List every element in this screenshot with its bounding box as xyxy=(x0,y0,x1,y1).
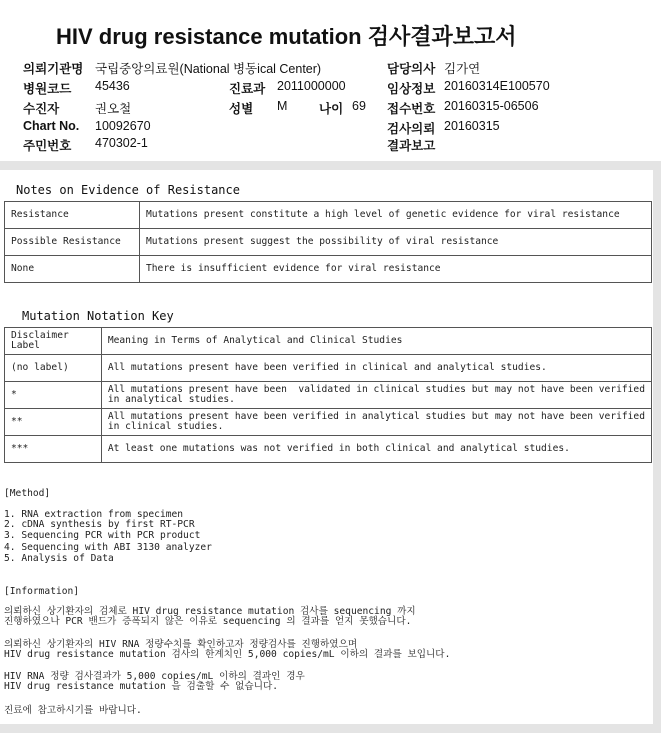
bottom-gutter xyxy=(0,724,661,733)
information-paragraph: 진료에 참고하시기를 바랍니다. xyxy=(4,705,142,716)
method-step: 2. cDNA synthesis by first RT-PCR xyxy=(4,519,195,530)
method-step: 3. Sequencing PCR with PCR product xyxy=(4,530,201,541)
key-header-label: Disclaimer Label xyxy=(5,328,102,355)
receipt-label: 접수번호 xyxy=(387,102,436,116)
table-row xyxy=(5,355,652,382)
table-row xyxy=(5,382,652,409)
doctor-value: 김가연 xyxy=(444,62,481,76)
request-value: 20160315 xyxy=(444,119,500,133)
key-desc-cell: All mutations present have been verified in analytical studies but may not have been verified in clinical studies. xyxy=(101,409,651,436)
report-title: HIV drug resistance mutation 검사결과보고서 xyxy=(56,24,517,49)
institution-value: 국립중앙의료원(National 병동ical Center) xyxy=(95,62,322,76)
table-row xyxy=(5,229,652,256)
patient-label: 수진자 xyxy=(23,102,60,116)
key-label-cell: * xyxy=(5,382,102,409)
patient-value: 권오철 xyxy=(95,102,132,116)
table-row xyxy=(5,409,652,436)
table-header-row xyxy=(5,328,652,355)
method-step: 1. RNA extraction from specimen xyxy=(4,509,184,520)
key-label-cell: ** xyxy=(5,409,102,436)
hospital-code-label: 병원코드 xyxy=(23,82,72,96)
key-header-desc: Meaning in Terms of Analytical and Clinical Studies xyxy=(101,328,651,355)
section-divider xyxy=(0,161,661,170)
department-label: 진료과 xyxy=(229,82,266,96)
right-gutter xyxy=(653,161,661,733)
key-desc-cell: All mutations present have been verified in clinical and analytical studies. xyxy=(101,355,651,382)
institution-label: 의뢰기관명 xyxy=(23,62,84,76)
notes-desc-cell: Mutations present constitute a high level of genetic evidence for viral resistance xyxy=(140,202,652,229)
information-heading: [Information] xyxy=(4,586,80,597)
method-heading: [Method] xyxy=(4,488,51,499)
notes-label-cell: Resistance xyxy=(5,202,140,229)
key-title: Mutation Notation Key xyxy=(22,309,174,323)
key-desc-cell: At least one mutations was not verified in both clinical and analytical studies. xyxy=(101,436,651,463)
age-value: 69 xyxy=(352,99,366,113)
key-desc-cell: All mutations present have been validated in clinical studies but may not have been verified in analytical studies. xyxy=(101,382,651,409)
notes-title: Notes on Evidence of Resistance xyxy=(16,183,240,197)
key-label-cell: *** xyxy=(5,436,102,463)
chart-no-label: Chart No. xyxy=(23,119,80,133)
table-row xyxy=(5,202,652,229)
information-paragraph: 의뢰하신 상기환자의 HIV RNA 정량수치를 확인하고자 정량검사를 진행하였으며 HIV drug resistance mutation 검사의 한계치인 5,000 copies/mL 이하의 결과를 보입니다. xyxy=(4,639,451,660)
table-row xyxy=(5,256,652,283)
information-paragraph: 의뢰하신 상기환자의 검체로 HIV drug resistance mutation 검사를 sequencing 까지 진행하였으나 PCR 밴드가 증폭되지 않은 이유로 sequencing 의 결과를 얻지 못했습니다. xyxy=(4,606,416,627)
notes-label-cell: Possible Resistance xyxy=(5,229,140,256)
sex-value: M xyxy=(277,99,288,113)
hospital-code-value: 45436 xyxy=(95,79,130,93)
notes-desc-cell: There is insufficient evidence for viral resistance xyxy=(140,256,652,283)
report-label: 결과보고 xyxy=(387,139,436,153)
notes-label-cell: None xyxy=(5,256,140,283)
doctor-label: 담당의사 xyxy=(387,62,436,76)
chart-no-value: 10092670 xyxy=(95,119,151,133)
method-step: 5. Analysis of Data xyxy=(4,553,114,564)
key-table xyxy=(4,327,652,463)
sex-label: 성별 xyxy=(229,102,254,116)
clinical-info-label: 임상정보 xyxy=(387,82,436,96)
department-value: 2011000000 xyxy=(277,79,346,93)
information-paragraph: HIV RNA 정량 검사결과가 5,000 copies/mL 이하의 결과인 경우 HIV drug resistance mutation 을 검출할 수 없습니다. xyxy=(4,671,305,692)
request-label: 검사의뢰 xyxy=(387,122,436,136)
table-row xyxy=(5,436,652,463)
age-label: 나이 xyxy=(319,102,344,116)
notes-table xyxy=(4,201,652,283)
key-label-cell: (no label) xyxy=(5,355,102,382)
resident-no-label: 주민번호 xyxy=(23,139,72,153)
method-step: 4. Sequencing with ABI 3130 analyzer xyxy=(4,542,212,553)
receipt-value: 20160315-06506 xyxy=(444,99,539,113)
resident-no-value: 470302-1 xyxy=(95,136,148,150)
clinical-info-value: 20160314E100570 xyxy=(444,79,550,93)
notes-desc-cell: Mutations present suggest the possibility of viral resistance xyxy=(140,229,652,256)
